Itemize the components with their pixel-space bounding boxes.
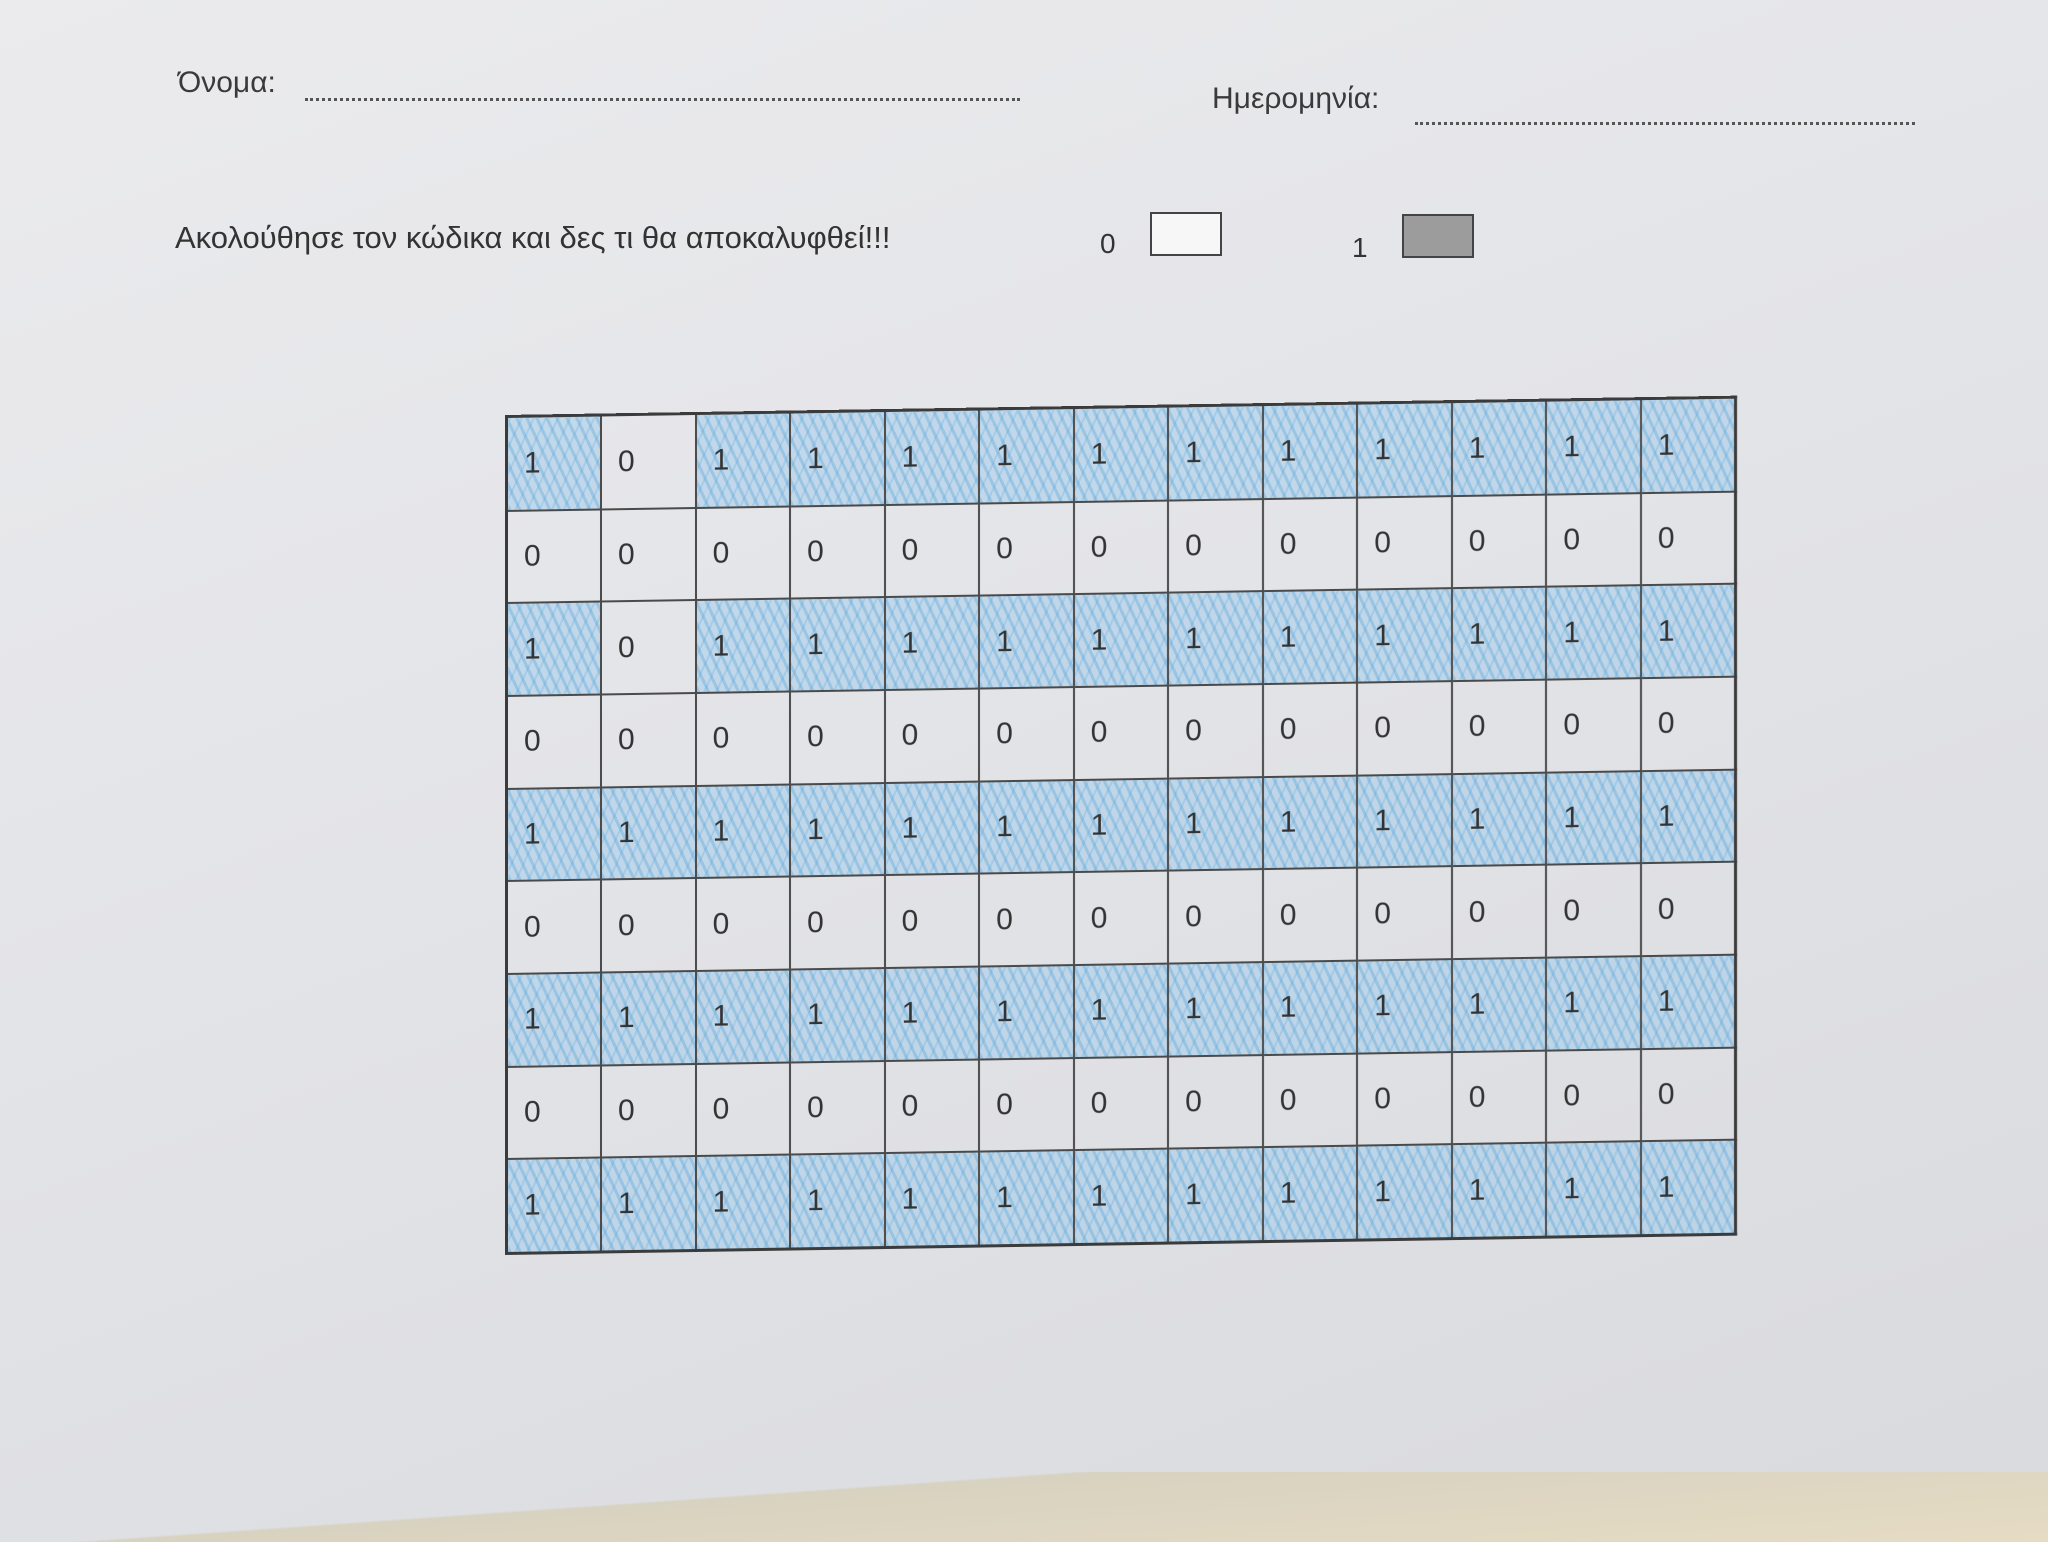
grid-cell[interactable]: 0 bbox=[885, 1059, 980, 1153]
grid-cell[interactable]: 1 bbox=[507, 602, 602, 696]
grid-cell[interactable]: 0 bbox=[1074, 871, 1169, 965]
grid-cell[interactable]: 0 bbox=[1546, 493, 1641, 587]
grid-cell[interactable]: 0 bbox=[1357, 681, 1452, 775]
grid-cell[interactable]: 1 bbox=[1641, 955, 1736, 1049]
grid-cell[interactable]: 1 bbox=[885, 781, 980, 875]
grid-cell[interactable]: 0 bbox=[601, 878, 696, 972]
grid-cell[interactable]: 1 bbox=[1452, 400, 1547, 495]
grid-cell[interactable]: 1 bbox=[885, 409, 980, 504]
grid-cell[interactable]: 0 bbox=[1263, 868, 1358, 962]
grid-cell[interactable]: 1 bbox=[1168, 405, 1263, 500]
grid-cell[interactable]: 0 bbox=[1452, 680, 1547, 774]
grid-cell[interactable]: 0 bbox=[696, 691, 791, 785]
grid-cell[interactable]: 1 bbox=[1074, 406, 1169, 501]
grid-cell[interactable]: 1 bbox=[1452, 1143, 1547, 1239]
grid-cell[interactable]: 0 bbox=[1546, 678, 1641, 772]
grid-cell[interactable]: 1 bbox=[1168, 591, 1263, 685]
grid-cell[interactable]: 1 bbox=[696, 970, 791, 1064]
grid-cell[interactable]: 0 bbox=[1546, 1049, 1641, 1143]
grid-cell[interactable]: 0 bbox=[1168, 1055, 1263, 1149]
grid-cell[interactable]: 0 bbox=[507, 694, 602, 788]
grid-cell[interactable]: 1 bbox=[1168, 777, 1263, 871]
grid-cell[interactable]: 1 bbox=[790, 597, 885, 691]
grid-cell[interactable]: 0 bbox=[696, 506, 791, 600]
grid-cell[interactable]: 1 bbox=[1168, 962, 1263, 1056]
grid-cell[interactable]: 0 bbox=[696, 877, 791, 971]
grid-cell[interactable]: 1 bbox=[696, 599, 791, 693]
grid-cell[interactable]: 1 bbox=[1168, 1148, 1263, 1244]
grid-cell[interactable]: 0 bbox=[979, 687, 1074, 781]
grid-cell[interactable]: 0 bbox=[979, 1058, 1074, 1152]
grid-cell[interactable]: 1 bbox=[1263, 590, 1358, 684]
grid-cell[interactable]: 1 bbox=[1263, 961, 1358, 1055]
grid-cell[interactable]: 1 bbox=[601, 971, 696, 1065]
grid-cell[interactable]: 1 bbox=[1357, 588, 1452, 682]
grid-cell[interactable]: 1 bbox=[507, 415, 602, 510]
grid-cell[interactable]: 0 bbox=[1357, 496, 1452, 590]
grid-cell[interactable]: 1 bbox=[1452, 587, 1547, 681]
grid-cell[interactable]: 1 bbox=[507, 787, 602, 881]
grid-cell[interactable]: 0 bbox=[885, 688, 980, 782]
grid-cell[interactable]: 0 bbox=[696, 1062, 791, 1156]
grid-cell[interactable]: 0 bbox=[1546, 863, 1641, 957]
grid-cell[interactable]: 0 bbox=[790, 505, 885, 599]
grid-cell[interactable]: 0 bbox=[1074, 1056, 1169, 1150]
grid-cell[interactable]: 1 bbox=[790, 411, 885, 506]
grid-cell[interactable]: 1 bbox=[1357, 1145, 1452, 1241]
instruction-text: Ακολούθησε τον κώδικα και δες τι θα αποκαλυφθεί!!! bbox=[175, 220, 891, 255]
grid-cell[interactable]: 1 bbox=[885, 967, 980, 1061]
grid-cell[interactable]: 0 bbox=[601, 600, 696, 694]
grid-cell[interactable]: 1 bbox=[979, 408, 1074, 503]
name-label: Όνομα: bbox=[178, 66, 276, 99]
grid-cell[interactable]: 1 bbox=[1263, 1146, 1358, 1242]
grid-cell[interactable]: 1 bbox=[1546, 1142, 1641, 1238]
grid-cell[interactable]: 0 bbox=[1168, 869, 1263, 963]
grid-cell[interactable]: 1 bbox=[1641, 397, 1736, 492]
grid-cell[interactable]: 0 bbox=[1357, 1052, 1452, 1146]
grid-cell[interactable]: 0 bbox=[979, 502, 1074, 596]
date-label: Ημερομηνία: bbox=[1212, 82, 1380, 115]
grid-cell[interactable]: 0 bbox=[885, 503, 980, 597]
grid-cell[interactable]: 1 bbox=[1546, 399, 1641, 494]
grid-cell[interactable]: 1 bbox=[696, 412, 791, 507]
grid-row bbox=[507, 1140, 1736, 1253]
grid-cell[interactable]: 1 bbox=[885, 596, 980, 690]
grid-cell[interactable]: 0 bbox=[507, 880, 602, 974]
grid-cell[interactable]: 1 bbox=[979, 780, 1074, 874]
grid-cell[interactable]: 0 bbox=[601, 508, 696, 602]
grid-cell[interactable]: 1 bbox=[696, 1155, 791, 1251]
grid-cell[interactable]: 1 bbox=[885, 1152, 980, 1248]
grid-cell[interactable]: 1 bbox=[1546, 956, 1641, 1050]
grid-cell[interactable]: 1 bbox=[979, 594, 1074, 688]
grid-cell[interactable]: 1 bbox=[1357, 774, 1452, 868]
grid-cell[interactable]: 0 bbox=[1452, 865, 1547, 959]
grid-cell[interactable]: 0 bbox=[1357, 866, 1452, 960]
grid-cell[interactable]: 0 bbox=[1168, 684, 1263, 778]
grid-cell[interactable]: 0 bbox=[790, 875, 885, 969]
grid-cell[interactable]: 0 bbox=[507, 1065, 602, 1159]
grid-cell[interactable]: 1 bbox=[1641, 584, 1736, 678]
grid-cell[interactable]: 1 bbox=[601, 1156, 696, 1252]
legend-filled-box bbox=[1402, 214, 1474, 258]
code-table bbox=[505, 396, 1737, 1255]
code-grid bbox=[505, 396, 1737, 1255]
grid-cell[interactable]: 1 bbox=[1074, 778, 1169, 872]
grid-cell[interactable]: 0 bbox=[1263, 1053, 1358, 1147]
grid-cell[interactable]: 0 bbox=[790, 690, 885, 784]
grid-cell[interactable]: 0 bbox=[1452, 1050, 1547, 1144]
grid-cell[interactable]: 1 bbox=[1452, 772, 1547, 866]
grid-cell[interactable]: 1 bbox=[696, 784, 791, 878]
legend-one-digit: 1 bbox=[1352, 232, 1368, 263]
grid-cell[interactable]: 0 bbox=[1263, 683, 1358, 777]
grid-cell[interactable]: 1 bbox=[1357, 959, 1452, 1053]
grid-cell[interactable]: 0 bbox=[1641, 1047, 1736, 1141]
name-dotted-line bbox=[305, 98, 1020, 101]
grid-cell[interactable]: 1 bbox=[1641, 769, 1736, 863]
grid-cell[interactable]: 0 bbox=[601, 693, 696, 787]
grid-cell[interactable]: 0 bbox=[1641, 491, 1736, 585]
grid-cell[interactable]: 1 bbox=[1546, 585, 1641, 679]
grid-cell[interactable]: 0 bbox=[1263, 497, 1358, 591]
grid-cell[interactable]: 0 bbox=[790, 1061, 885, 1155]
grid-cell[interactable]: 0 bbox=[1074, 500, 1169, 594]
legend-zero-digit: 0 bbox=[1100, 228, 1116, 259]
grid-cell[interactable]: 0 bbox=[979, 872, 1074, 966]
grid-cell[interactable]: 1 bbox=[601, 786, 696, 880]
grid-cell[interactable]: 0 bbox=[885, 874, 980, 968]
legend-empty-box bbox=[1150, 212, 1222, 256]
grid-cell[interactable]: 0 bbox=[601, 1064, 696, 1158]
grid-cell[interactable]: 0 bbox=[1452, 494, 1547, 588]
grid-cell[interactable]: 1 bbox=[1357, 402, 1452, 497]
date-dotted-line bbox=[1415, 122, 1915, 125]
grid-cell[interactable]: 1 bbox=[1263, 403, 1358, 498]
grid-cell[interactable]: 1 bbox=[1452, 958, 1547, 1052]
grid-cell[interactable]: 1 bbox=[790, 783, 885, 877]
grid-cell[interactable]: 1 bbox=[1074, 593, 1169, 687]
desk-surface bbox=[0, 1472, 2048, 1542]
grid-cell[interactable]: 1 bbox=[507, 973, 602, 1067]
grid-cell[interactable]: 0 bbox=[1074, 685, 1169, 779]
grid-cell[interactable]: 0 bbox=[1641, 862, 1736, 956]
grid-cell[interactable]: 1 bbox=[1263, 775, 1358, 869]
grid-cell[interactable]: 1 bbox=[979, 1150, 1074, 1246]
grid-cell[interactable]: 1 bbox=[790, 1153, 885, 1249]
grid-cell[interactable]: 1 bbox=[1074, 1149, 1169, 1245]
grid-cell[interactable]: 1 bbox=[1546, 771, 1641, 865]
grid-cell[interactable]: 1 bbox=[790, 968, 885, 1062]
grid-cell[interactable]: 0 bbox=[1168, 499, 1263, 593]
grid-cell[interactable]: 0 bbox=[1641, 677, 1736, 771]
grid-cell[interactable]: 0 bbox=[601, 414, 696, 509]
grid-cell[interactable]: 1 bbox=[1641, 1140, 1736, 1236]
grid-cell[interactable]: 1 bbox=[507, 1158, 602, 1254]
grid-cell[interactable]: 0 bbox=[507, 509, 602, 603]
grid-cell[interactable]: 1 bbox=[979, 965, 1074, 1059]
grid-cell[interactable]: 1 bbox=[1074, 964, 1169, 1058]
